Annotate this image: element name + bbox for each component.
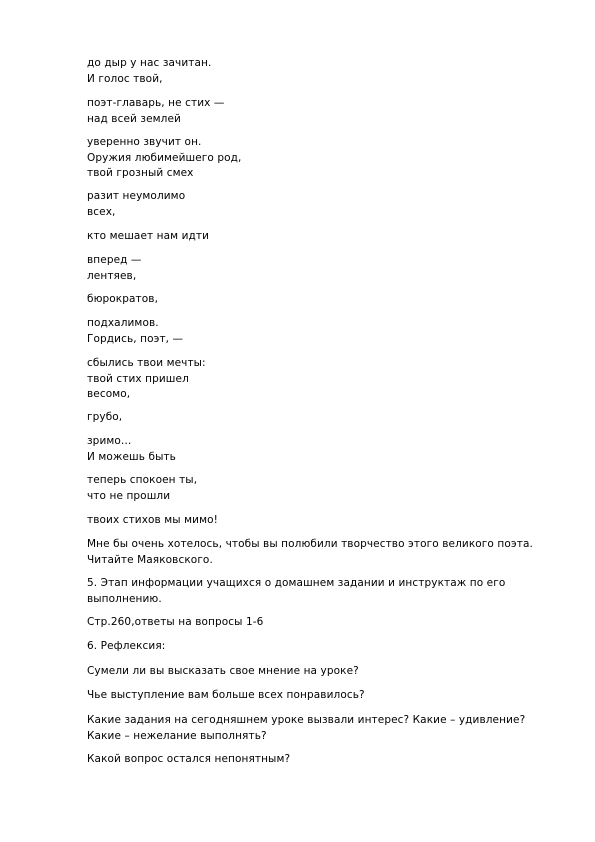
body-paragraph: Мне бы очень хотелось, чтобы вы полюбили творчество этого великого поэта. Читайте Маяковского. (87, 538, 533, 566)
poem-stanza: поэт-главарь, не стих — над всей землей (87, 97, 225, 125)
poem-stanza: сбылись твои мечты: твой стих пришел весомо, (87, 357, 206, 401)
poem-stanza: вперед — лентяев, (87, 254, 142, 282)
poem-stanza: кто мешает нам идти (87, 230, 210, 242)
reflection-question: Чье выступление вам больше всех понравилось? (87, 689, 365, 701)
poem-stanza: бюрократов, (87, 293, 159, 305)
poem-stanza: подхалимов. Гордись, поэт, — (87, 317, 184, 345)
reflection-question: Сумели ли вы высказать свое мнение на уроке? (87, 665, 359, 677)
body-paragraph: Стр.260,ответы на вопросы 1-6 (87, 616, 264, 628)
poem-stanza: грубо, (87, 411, 123, 423)
reflection-question: Какие задания на сегодняшнем уроке вызвали интерес? Какие – удивление? Какие – нежелание выполнять? (87, 714, 526, 742)
poem-stanza: теперь спокоен ты, что не прошли (87, 474, 198, 502)
poem-stanza: зримо… И можешь быть (87, 435, 176, 463)
poem-stanza: разит неумолимо всех, (87, 190, 186, 218)
poem-stanza: уверенно звучит он. Оружия любимейшего род, твой грозный смех (87, 136, 242, 180)
poem-stanza: твоих стихов мы мимо! (87, 514, 218, 526)
section-heading: 6. Рефлексия: (87, 640, 166, 652)
poem-stanza: до дыр у нас зачитан. И голос твой, (87, 57, 212, 85)
reflection-question: Какой вопрос остался непонятным? (87, 753, 291, 765)
section-heading: 5. Этап информации учащихся о домашнем задании и инструктаж по его выполнению. (87, 577, 506, 605)
